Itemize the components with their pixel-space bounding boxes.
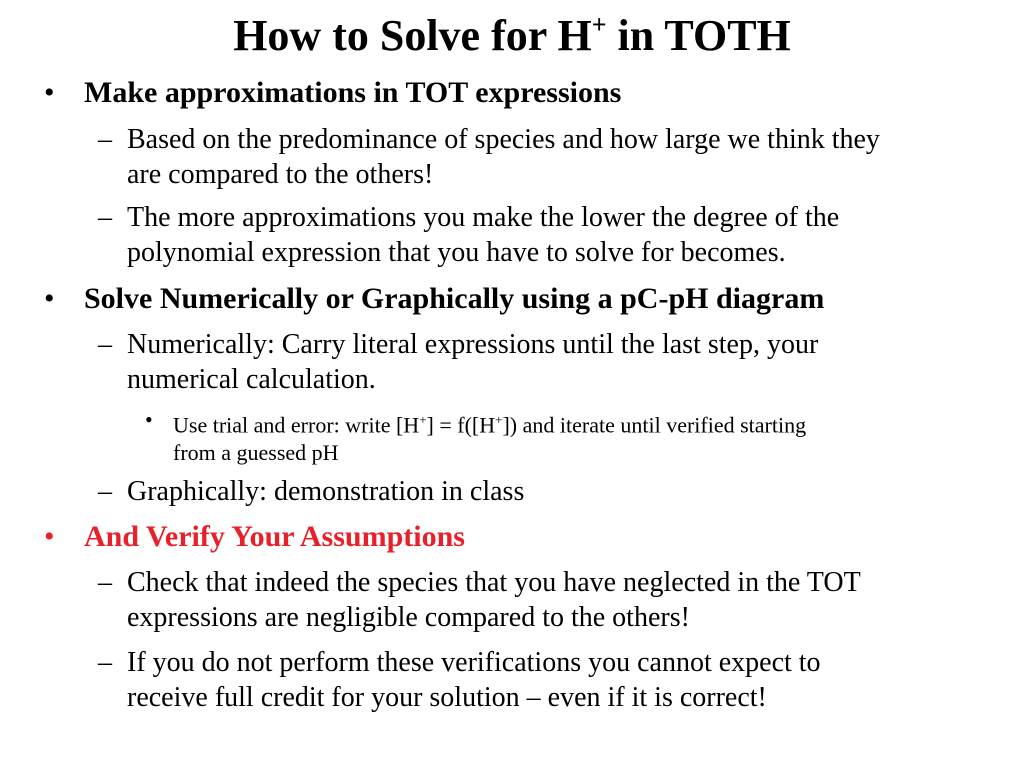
dash-marker: – <box>98 124 112 155</box>
sub-bullet-text <box>127 645 1019 715</box>
text-segment: ]) and iterate until verified starting <box>502 412 807 438</box>
text-line-1: Numerically: Carry literal expressions until the last step, your <box>127 329 819 360</box>
bullet-text: Make approximations in TOT expressions <box>84 76 622 109</box>
title-prefix: How to Solve for H <box>233 11 592 60</box>
dash-marker: – <box>98 476 112 507</box>
text-line-1: Based on the predominance of species and how large we think they <box>127 124 880 155</box>
text-line-1: Check that indeed the species that you have neglected in the TOT <box>127 567 861 598</box>
bullet-text: Solve Numerically or Graphically using a pC-pH diagram <box>84 282 825 315</box>
bullet-marker: • <box>44 520 55 553</box>
sub-bullet-text <box>127 200 1019 270</box>
text-segment: Use trial and error: write [H <box>173 412 420 438</box>
title-superscript: + <box>591 10 607 39</box>
bullet-marker: • <box>44 76 55 109</box>
dash-marker: – <box>98 202 112 233</box>
sub-bullet-text: Graphically: demonstration in class <box>127 476 525 507</box>
text-line-2: numerical calculation. <box>127 364 376 395</box>
slide-title <box>0 9 1024 69</box>
bullet-marker: • <box>44 282 55 315</box>
dash-marker: – <box>98 567 112 598</box>
text-line-2: are compared to the others! <box>127 159 434 190</box>
sub-bullet-text <box>127 327 1019 397</box>
text-segment: ] = f([H <box>426 412 496 438</box>
bullet-marker: • <box>145 407 153 432</box>
text-line-2: receive full credit for your solution – even if it is correct! <box>127 682 767 713</box>
title-suffix: in TOTH <box>606 11 791 60</box>
text-line-1: If you do not perform these verifications you cannot expect to <box>127 647 821 678</box>
bullet-text: And Verify Your Assumptions <box>84 520 465 553</box>
sub-bullet-text <box>127 565 1019 635</box>
text-line-2: polynomial expression that you have to solve for becomes. <box>127 237 786 268</box>
text-line-1: The more approximations you make the lower the degree of the <box>127 202 840 233</box>
text-line-2: expressions are negligible compared to the others! <box>127 602 690 633</box>
dash-marker: – <box>98 647 112 678</box>
superscript-plus: + <box>419 412 427 427</box>
dash-marker: – <box>98 329 112 360</box>
sub-sub-bullet-text <box>173 406 1013 467</box>
superscript-plus: + <box>495 412 503 427</box>
sub-bullet-text <box>127 122 1019 192</box>
text-line-2: from a guessed pH <box>173 440 339 466</box>
